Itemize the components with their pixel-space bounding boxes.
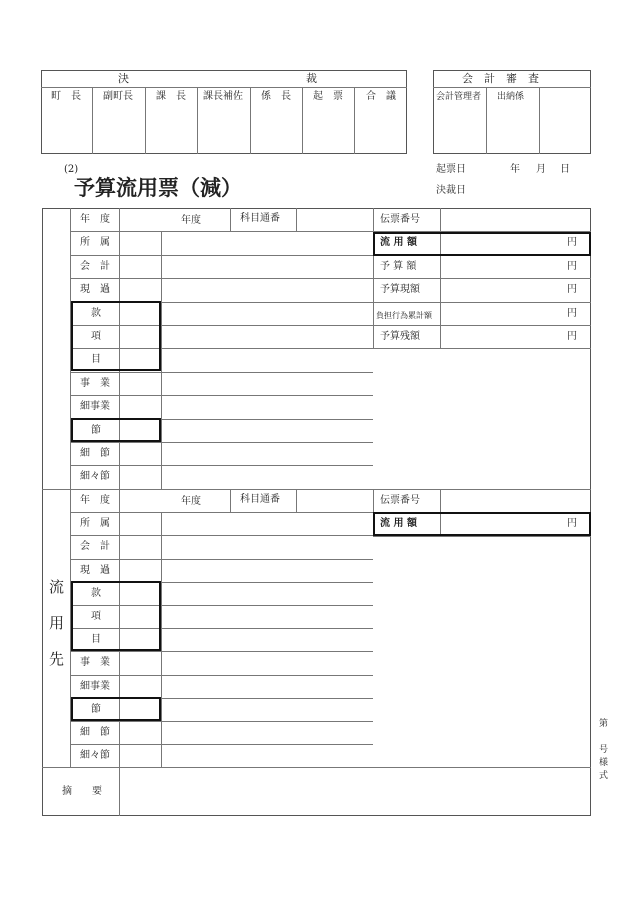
lower-kamoku-label: 科目通番 [240, 494, 280, 505]
lower-row-label-6: 目 [91, 634, 101, 646]
upper-row-label-0: 年 度 [80, 214, 110, 225]
side-note-shiki: 式 [599, 771, 609, 781]
page-title: 予算流用票（減） [74, 175, 242, 200]
upper-yen-3: 円 [567, 284, 577, 296]
upper-right-label-1: 流 用 額 [380, 237, 417, 249]
lower-yen-1: 円 [567, 518, 577, 530]
upper-kan-kou-moku-box [71, 301, 161, 371]
upper-value-field-4[interactable] [441, 302, 561, 325]
lower-row-label-7: 事 業 [80, 657, 110, 669]
lower-row-label-5: 項 [91, 611, 101, 622]
summary-field[interactable] [120, 768, 590, 815]
upper-right-label-3: 予算現額 [380, 284, 420, 296]
lower-nendo-suffix: 年度 [181, 496, 201, 507]
side-label-you: 用 [49, 614, 65, 632]
draft-date-label: 起票日 [436, 164, 466, 175]
upper-row-label-3: 現 過 [80, 284, 110, 296]
upper-nendo-suffix: 年度 [181, 215, 201, 226]
side-note-gou: 号 [599, 745, 609, 755]
upper-right-label-4: 負担行為累計額 [376, 310, 432, 320]
date-day-unit: 日 [560, 164, 570, 175]
upper-row-label-4: 款 [91, 307, 101, 319]
lower-row-label-4: 款 [91, 587, 101, 599]
upper-yen-2: 円 [567, 260, 577, 272]
upper-value-field-5[interactable] [441, 325, 561, 348]
lower-row-label-1: 所 属 [80, 518, 110, 530]
upper-right-label-0: 伝票番号 [380, 214, 420, 225]
lower-ryuyou-box [373, 512, 591, 536]
upper-setsu-box [71, 418, 161, 442]
upper-right-label-2: 予 算 額 [380, 260, 417, 272]
upper-yen-1: 円 [567, 237, 577, 249]
upper-right-label-5: 予算残額 [380, 331, 420, 342]
date-year-unit: 年 [510, 164, 520, 175]
kessai-label-left: 決 [118, 72, 129, 85]
role-deputy-mayor: 副町長 [103, 91, 133, 102]
role-drafter: 起 票 [313, 91, 343, 102]
upper-ryuyou-box [373, 232, 591, 256]
lower-row-label-2: 会 計 [80, 541, 110, 553]
decision-date-label: 決裁日 [436, 185, 466, 196]
upper-row-label-9: 節 [91, 424, 101, 436]
upper-value-field-2[interactable] [441, 255, 561, 278]
side-label-ryu: 流 [49, 578, 65, 596]
lower-setsu-box [71, 697, 161, 721]
upper-row-label-10: 細 節 [80, 448, 110, 459]
lower-row-label-8: 細事業 [80, 680, 110, 692]
side-note-you: 様 [599, 758, 609, 768]
lower-row-label-10: 細 節 [80, 727, 110, 738]
upper-row-label-1: 所 属 [80, 237, 110, 249]
lower-right-label-0: 伝票番号 [380, 495, 420, 506]
upper-yen-4: 円 [567, 307, 577, 319]
lower-right-label-1: 流 用 額 [380, 518, 417, 530]
role-subsection-chief: 係 長 [261, 91, 291, 102]
lower-kan-kou-moku-box [71, 581, 161, 651]
side-label-saki: 先 [49, 650, 65, 668]
upper-value-field-3[interactable] [441, 278, 561, 301]
lower-row-label-9: 節 [91, 703, 101, 715]
role-assistant-chief: 課長補佐 [203, 91, 243, 102]
upper-row-label-11: 細々節 [80, 471, 110, 483]
summary-label: 摘 要 [62, 786, 102, 797]
upper-row-label-5: 項 [91, 331, 101, 342]
side-note-dai: 第 [599, 719, 609, 729]
date-month-unit: 月 [536, 164, 546, 175]
upper-row-label-7: 事 業 [80, 377, 110, 389]
audit-role-treasurer: 会計管理者 [436, 92, 482, 102]
audit-title: 会 計 審 査 [462, 72, 539, 85]
audit-role-cashier: 出納係 [497, 92, 525, 102]
upper-row-label-8: 細事業 [80, 401, 110, 413]
upper-row-label-2: 会 計 [80, 260, 110, 272]
upper-value-field-0[interactable] [441, 208, 561, 231]
form-number: (2) [64, 164, 79, 175]
upper-row-label-6: 目 [91, 354, 101, 366]
lower-row-label-3: 現 過 [80, 564, 110, 576]
lower-value-field-0[interactable] [441, 489, 561, 512]
role-consultation: 合 議 [366, 91, 396, 102]
lower-row-label-0: 年 度 [80, 495, 110, 506]
kessai-label-right: 裁 [306, 72, 317, 85]
upper-kamoku-label: 科目通番 [240, 213, 280, 224]
role-section-chief: 課 長 [156, 91, 186, 102]
approval-table [41, 70, 407, 154]
role-mayor: 町 長 [51, 91, 81, 102]
lower-row-label-11: 細々節 [80, 750, 110, 762]
upper-yen-5: 円 [567, 331, 577, 342]
